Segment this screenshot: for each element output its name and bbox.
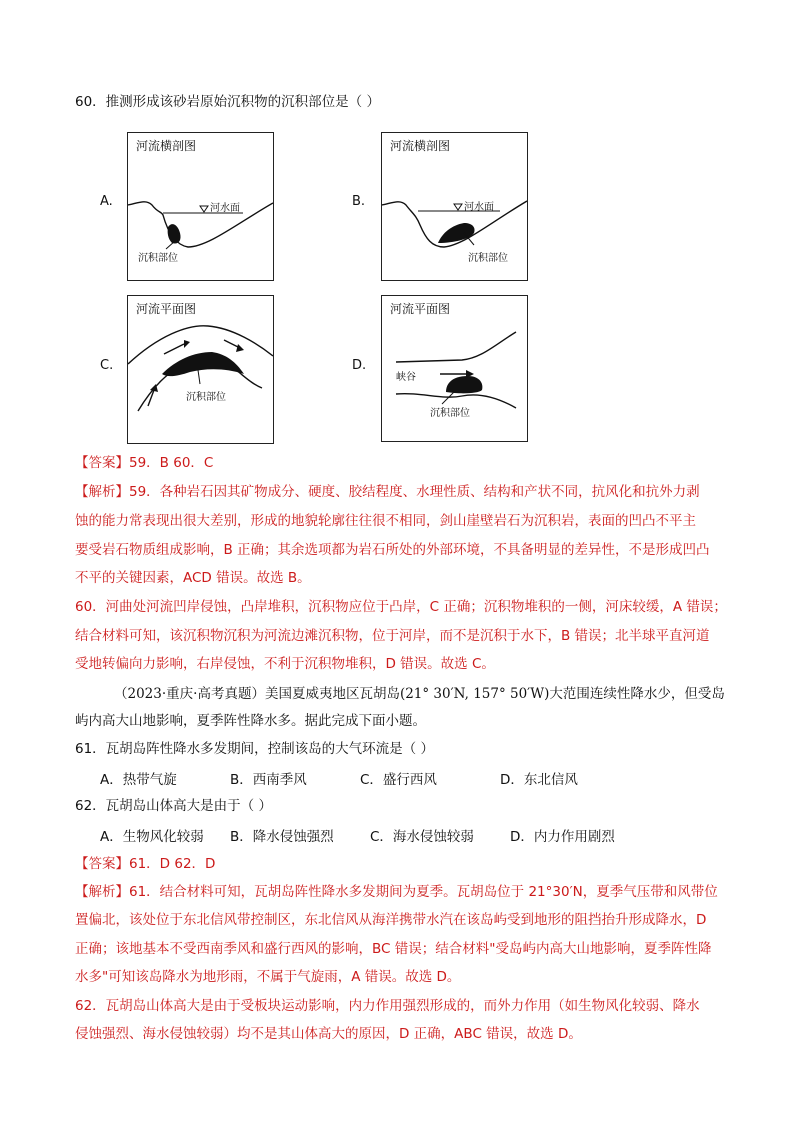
answer-text: 59．B 60．C (129, 455, 214, 471)
figure-a-title: 河流横剖图 (136, 139, 197, 153)
answer-label: 【答案】 (75, 856, 129, 872)
analysis-59-line-3: 要受岩石物质组成影响，B 正确；其余选项都为岩石所处的外部环境，不具备明显的差异性，不是形成凹凸 (75, 542, 710, 558)
q61-option-d[interactable]: D．东北信风 (500, 772, 578, 788)
material-line-1: （2023·重庆·高考真题）美国夏威夷地区瓦胡岛(21° 30′N, 157° 50′W)大范围连续性降水少，但受岛 (114, 686, 725, 702)
analysis-59-line-2: 蚀的能力常表现出很大差别，形成的地貌轮廓往往很不相同，剑山崖壁岩石为沉积岩，表面的凹凸不平主 (75, 513, 696, 529)
answer-text: 61．D 62．D (129, 856, 216, 872)
analysis-62-line-2: 侵蚀强烈、海水侵蚀较弱）均不是其山体高大的原因，D 正确，ABC 错误，故选 D。 (75, 1026, 582, 1042)
option-c-letter: C. (100, 358, 114, 373)
figure-d-gorge-label: 峡谷 (396, 372, 416, 383)
analysis-label: 【解析】 (75, 484, 129, 500)
question-62-stem: 62．瓦胡岛山体高大是由于（ ） (75, 798, 272, 814)
question-61-options (100, 768, 578, 788)
material-line-2: 屿内高大山地影响，夏季阵性降水多。据此完成下面小题。 (75, 713, 426, 729)
question-60-stem: 60．推测形成该砂岩原始沉积物的沉积部位是（ ） (75, 94, 380, 110)
q61-option-c[interactable]: C．盛行西风 (360, 772, 437, 788)
answer-59-60 (75, 453, 213, 473)
figure-a-river-cross-section (127, 132, 274, 281)
q62-option-d[interactable]: D．内力作用剧烈 (510, 829, 615, 845)
figure-c-drawing (128, 296, 273, 443)
figure-c-river-plan-view (127, 295, 274, 444)
q62-option-a[interactable]: A．生物风化较弱 (100, 829, 204, 845)
analysis-59-line-1 (75, 482, 700, 502)
figure-d-title: 河流平面图 (390, 302, 451, 316)
q62-option-b[interactable]: B．降水侵蚀强烈 (230, 829, 334, 845)
analysis-61-line-2: 置偏北，该处位于东北信风带控制区，东北信风从海洋携带水汽在该岛屿受到地形的阻挡抬升形成降水，D (75, 912, 707, 928)
analysis-60-line-2: 结合材料可知，该沉积物沉积为河流边滩沉积物，位于河岸，而不是沉积于水下，B 错误；北半球平直河道 (75, 628, 710, 644)
analysis-text: 61．结合材料可知，瓦胡岛阵性降水多发期间为夏季。瓦胡岛位于 21°30′N，夏季气压带和风带位 (129, 884, 718, 900)
analysis-59-line-4: 不平的关键因素，ACD 错误。故选 B。 (75, 570, 311, 586)
q61-option-a[interactable]: A．热带气旋 (100, 772, 177, 788)
q61-option-b[interactable]: B．西南季风 (230, 772, 307, 788)
question-61-stem: 61．瓦胡岛阵性降水多发期间，控制该岛的大气环流是（ ） (75, 741, 434, 757)
analysis-61-line-4: 水多"可知该岛降水为地形雨，不属于气旋雨，A 错误。故选 D。 (75, 969, 461, 985)
analysis-60-line-3: 受地转偏向力影响，右岸侵蚀，不利于沉积物堆积，D 错误。故选 C。 (75, 656, 495, 672)
figure-d-deposit-label: 沉积部位 (430, 408, 470, 419)
analysis-text: 59．各种岩石因其矿物成分、硬度、胶结程度、水理性质、结构和产状不同，抗风化和抗外力剥 (129, 484, 700, 500)
analysis-61-line-1 (75, 882, 718, 902)
analysis-label: 【解析】 (75, 884, 129, 900)
figure-c-deposit-label: 沉积部位 (186, 392, 226, 403)
analysis-61-line-3: 正确；该地基本不受西南季风和盛行西风的影响，BC 错误；结合材料"受岛屿内高大山地影响，夏季阵性降 (75, 941, 712, 957)
option-b-letter: B. (352, 194, 366, 209)
option-a-letter: A. (100, 194, 113, 209)
answer-61-62 (75, 854, 215, 874)
figure-b-title: 河流横剖图 (390, 139, 451, 153)
answer-label: 【答案】 (75, 455, 129, 471)
figure-b-water-label: 河水面 (464, 202, 494, 213)
figure-a-water-label: 河水面 (210, 203, 240, 214)
figure-b-deposit-label: 沉积部位 (468, 253, 508, 264)
figure-a-deposit-label: 沉积部位 (138, 253, 178, 264)
option-d-letter: D. (352, 358, 367, 373)
analysis-60-line-1: 60．河曲处河流凹岸侵蚀，凸岸堆积，沉积物应位于凸岸，C 正确；沉积物堆积的一侧，河床较缓，A 错误； (75, 599, 727, 615)
figure-b-river-cross-section (381, 132, 528, 281)
figure-d-river-plan-view (381, 295, 528, 442)
figure-c-title: 河流平面图 (136, 302, 197, 316)
question-62-options (100, 825, 615, 845)
analysis-62-line-1: 62．瓦胡岛山体高大是由于受板块运动影响，内力作用强烈形成的，而外力作用（如生物风化较弱、降水 (75, 998, 700, 1014)
q62-option-c[interactable]: C．海水侵蚀较弱 (370, 829, 474, 845)
